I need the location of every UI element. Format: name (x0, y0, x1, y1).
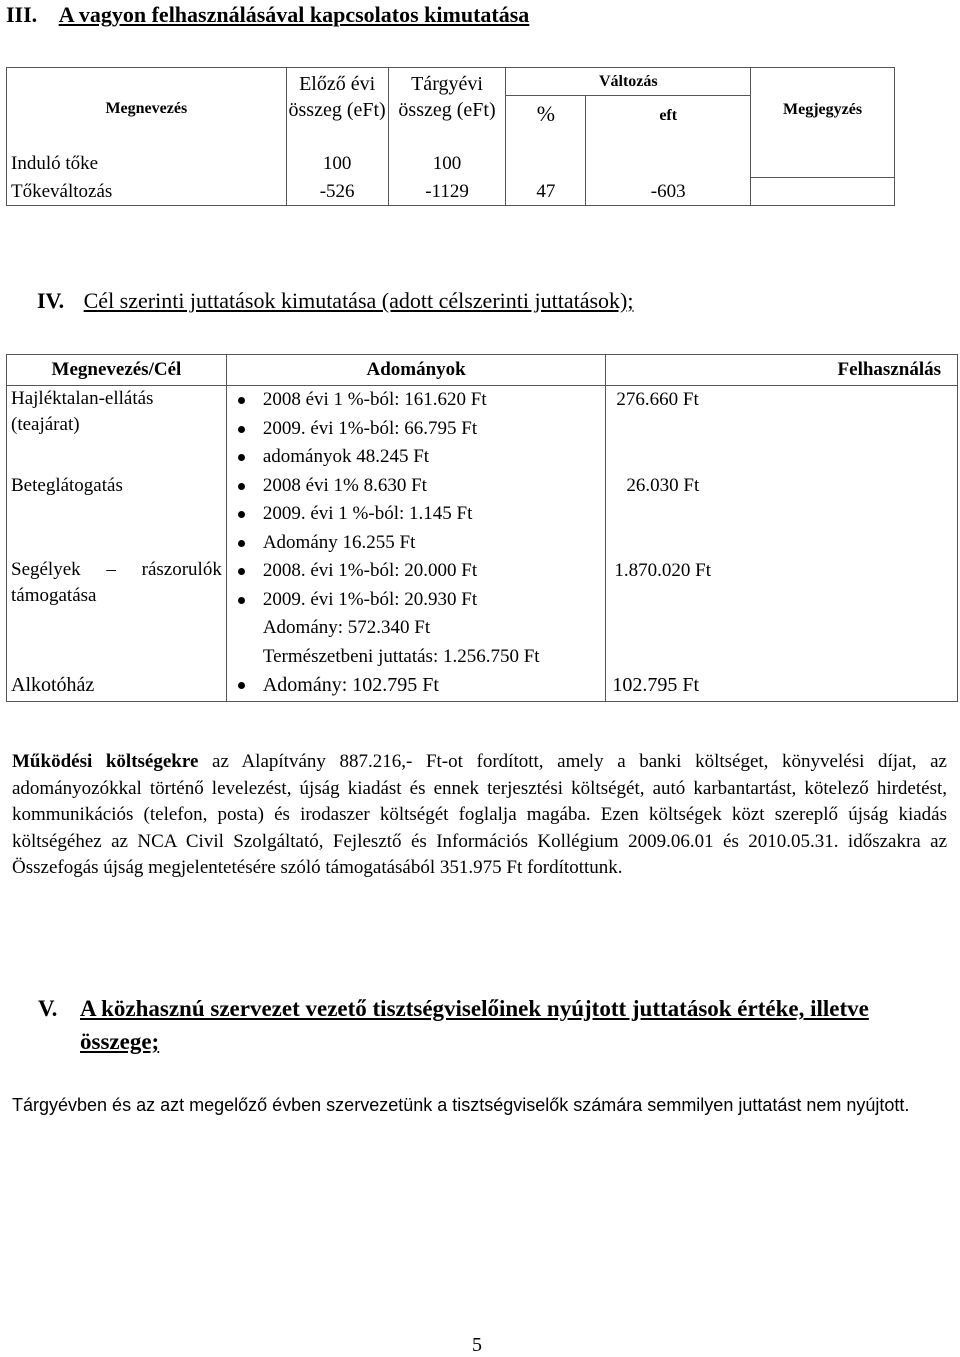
section-5-number: V. (38, 996, 58, 1021)
donation-item: 2009. évi 1%-ból: 66.795 Ft (227, 415, 606, 444)
benefits-table (6, 354, 958, 702)
page-number: 5 (472, 1334, 482, 1356)
row-0-pct (506, 150, 586, 178)
row-0-prev: 100 (286, 150, 388, 178)
donation-item: adományok 48.245 Ft (227, 443, 606, 472)
row-1-pct: 47 (506, 178, 586, 206)
header-prev: Előző évi összeg (eFt) (286, 68, 388, 150)
goal-alkotohaz: Alkotóház (7, 671, 227, 701)
header-goal: Megnevezés/Cél (7, 355, 227, 386)
donations-beteglatogatas (226, 472, 606, 558)
section-3-title: A vagyon felhasználásával kapcsolatos kimutatása (58, 2, 530, 27)
goal-hajlektalan: Hajléktalan-ellátás (teajárat) (7, 386, 227, 472)
section-5-heading (38, 992, 943, 1058)
header-note: Megjegyzés (751, 68, 895, 178)
donation-extra: Természetbeni juttatás: 1.256.750 Ft (262, 645, 540, 667)
donations-segelyek (226, 557, 606, 671)
donations-alkotohaz (226, 671, 606, 701)
row-1-prev: -526 (286, 178, 388, 206)
section-5-paragraph: Tárgyévben és az azt megelőző évben szervezetünk a tisztségviselők számára semmilyen juttatást nem nyújtott. (12, 1095, 910, 1115)
section-4-heading (37, 288, 633, 314)
operating-costs-lead: Működési költségekre (12, 751, 199, 772)
usage-hajlektalan: 276.660 Ft (606, 386, 958, 472)
section-4-number: IV. (37, 288, 65, 313)
donation-item: 2008. évi 1%-ból: 20.000 Ft (227, 557, 606, 586)
usage-segelyek: 1.870.020 Ft (606, 557, 958, 671)
operating-costs-paragraph (12, 749, 947, 882)
donation-item: Adomány 16.255 Ft (227, 529, 606, 558)
donation-item: Adomány: 102.795 Ft (227, 671, 606, 700)
row-0-eft (586, 150, 751, 178)
header-usage: Felhasználás (606, 355, 958, 386)
row-1-curr: -1129 (388, 178, 506, 206)
donations-hajlektalan (226, 386, 606, 472)
section-4-title: Cél szerinti juttatások kimutatása (adott célszerinti juttatások); (83, 288, 634, 313)
row-0-curr: 100 (388, 150, 506, 178)
donation-item: 2008 évi 1 %-ból: 161.620 Ft (227, 386, 606, 415)
donation-item: 2009. évi 1 %-ból: 1.145 Ft (227, 500, 606, 529)
header-pct: % (506, 96, 586, 150)
donation-item: 2008 évi 1% 8.630 Ft (227, 472, 606, 501)
usage-alkotohaz: 102.795 Ft (606, 671, 958, 701)
header-donations: Adományok (226, 355, 606, 386)
row-1-eft: -603 (586, 178, 751, 206)
header-eft: eft (586, 96, 751, 150)
row-0-name: Induló tőke (7, 150, 287, 178)
donation-item: 2009. évi 1%-ból: 20.930 Ft (227, 586, 606, 615)
row-1-name: Tőkeváltozás (7, 178, 287, 206)
donation-extra: Adomány: 572.340 Ft (262, 617, 431, 638)
header-change: Változás (506, 68, 751, 96)
row-1-note (751, 178, 895, 206)
header-curr: Tárgyévi összeg (eFt) (388, 68, 506, 150)
section-3-number: III. (6, 2, 38, 27)
goal-beteglatogatas: Beteglátogatás (7, 472, 227, 558)
assets-table (6, 67, 895, 206)
section-3-heading (6, 2, 529, 28)
usage-beteglatogatas: 26.030 Ft (606, 472, 958, 558)
header-name: Megnevezés (7, 68, 287, 150)
operating-costs-text: az Alapítvány 887.216,- Ft-ot fordított, amely a banki költséget, könyvelési díjat, az adományozókkal történő levelezést, újság kiadást és ennek terjesztési költségét, autó karbantartást, kötelező hirdetést, kommunikációs (telefon, posta) és irodaszer költségét foglalja magába. Ezen költségek közt szereplő újság kiadás költségéhez az NCA Civil Szolgáltató, Fejlesztő és Információs Kollégium 2009.06.01 és 2010.05.31. időszakra az Összefogás újság megjelentetésére szóló támogatásából 351.975 Ft fordítottunk. (12, 751, 947, 878)
section-5-title: A közhasznú szervezet vezető tisztségviselőinek nyújtott juttatások értéke, illetve összege; (80, 996, 869, 1054)
goal-segelyek: Segélyek – rászorulók támogatása (7, 557, 227, 671)
